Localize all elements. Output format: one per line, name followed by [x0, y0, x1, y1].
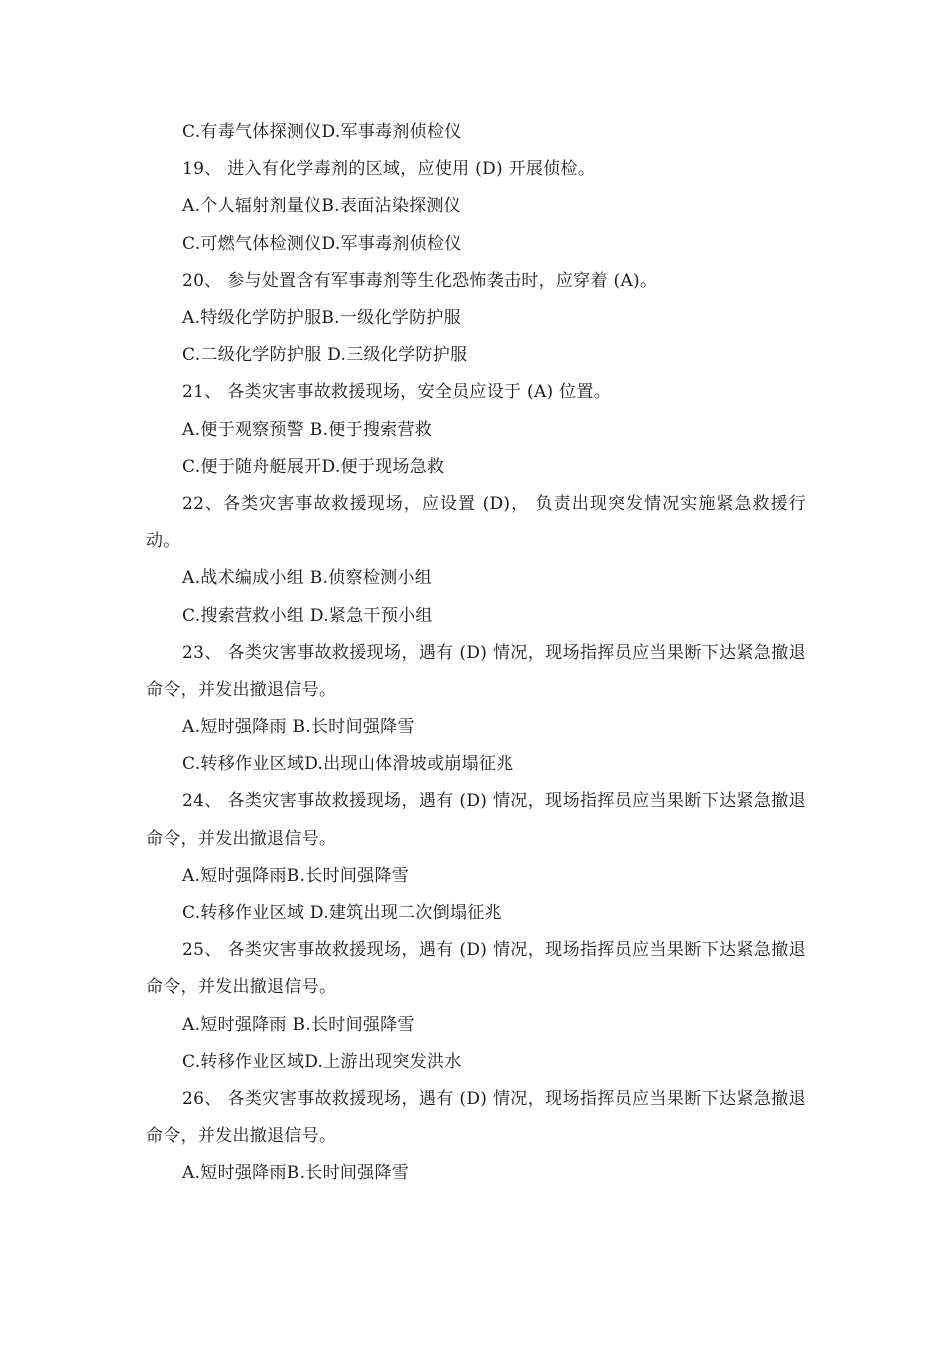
option-line: C.转移作业区域D.出现山体滑坡或崩塌征兆	[182, 754, 514, 775]
question-line: 20、 参与处置含有军事毒剂等生化恐怖袭击时，应穿着 (A)。	[182, 270, 658, 291]
option-line: A.短时强降雨B.长时间强降雪	[182, 865, 410, 886]
option-line: A.短时强降雨 B.长时间强降雪	[182, 717, 415, 738]
option-line: C.二级化学防护服 D.三级化学防护服	[182, 345, 468, 366]
question-line: 23、 各类灾害事故救援现场，遇有 (D) 情况，现场指挥员应当果断下达紧急撤退命令，并发出撤退信号。	[146, 642, 806, 700]
question-line: 22、各类灾害事故救援现场，应设置 (D)， 负责出现突发情况实施紧急救援行动。	[146, 493, 806, 552]
option-line: C.可燃气体检测仪D.军事毒剂侦检仪	[182, 233, 462, 254]
question-line: 26、 各类灾害事故救援现场，遇有 (D) 情况，现场指挥员应当果断下达紧急撤退命令，并发出撤退信号。	[146, 1089, 806, 1147]
question-line: 25、 各类灾害事故救援现场，遇有 (D) 情况，现场指挥员应当果断下达紧急撤退命令，并发出撤退信号。	[146, 940, 806, 998]
option-line: A.特级化学防护服B.一级化学防护服	[182, 307, 461, 328]
option-line: A.短时强降雨B.长时间强降雪	[182, 1163, 410, 1184]
question-line: 19、 进入有化学毒剂的区域，应使用 (D) 开展侦检。	[182, 159, 596, 180]
question-line: 24、 各类灾害事故救援现场，遇有 (D) 情况，现场指挥员应当果断下达紧急撤退命令，并发出撤退信号。	[146, 791, 806, 849]
option-line: A.短时强降雨 B.长时间强降雪	[182, 1014, 415, 1035]
option-line: C.转移作业区域D.上游出现突发洪水	[182, 1051, 462, 1072]
option-line: A.战术编成小组 B.侦察检测小组	[182, 568, 433, 589]
question-line: 21、 各类灾害事故救援现场，安全员应设于 (A) 位置。	[182, 382, 612, 403]
option-line: C.便于随舟艇展开D.便于现场急救	[182, 456, 445, 477]
option-line: C.搜索营救小组 D.紧急干预小组	[182, 605, 433, 626]
option-line: A.个人辐射剂量仪B.表面沾染探测仪	[182, 196, 461, 217]
option-line: C.有毒气体探测仪D.军事毒剂侦检仪	[182, 122, 462, 142]
document-body	[146, 114, 806, 1193]
option-line: A.便于观察预警 B.便于搜索营救	[182, 419, 433, 440]
option-line: C.转移作业区域 D.建筑出现二次倒塌征兆	[182, 903, 502, 924]
